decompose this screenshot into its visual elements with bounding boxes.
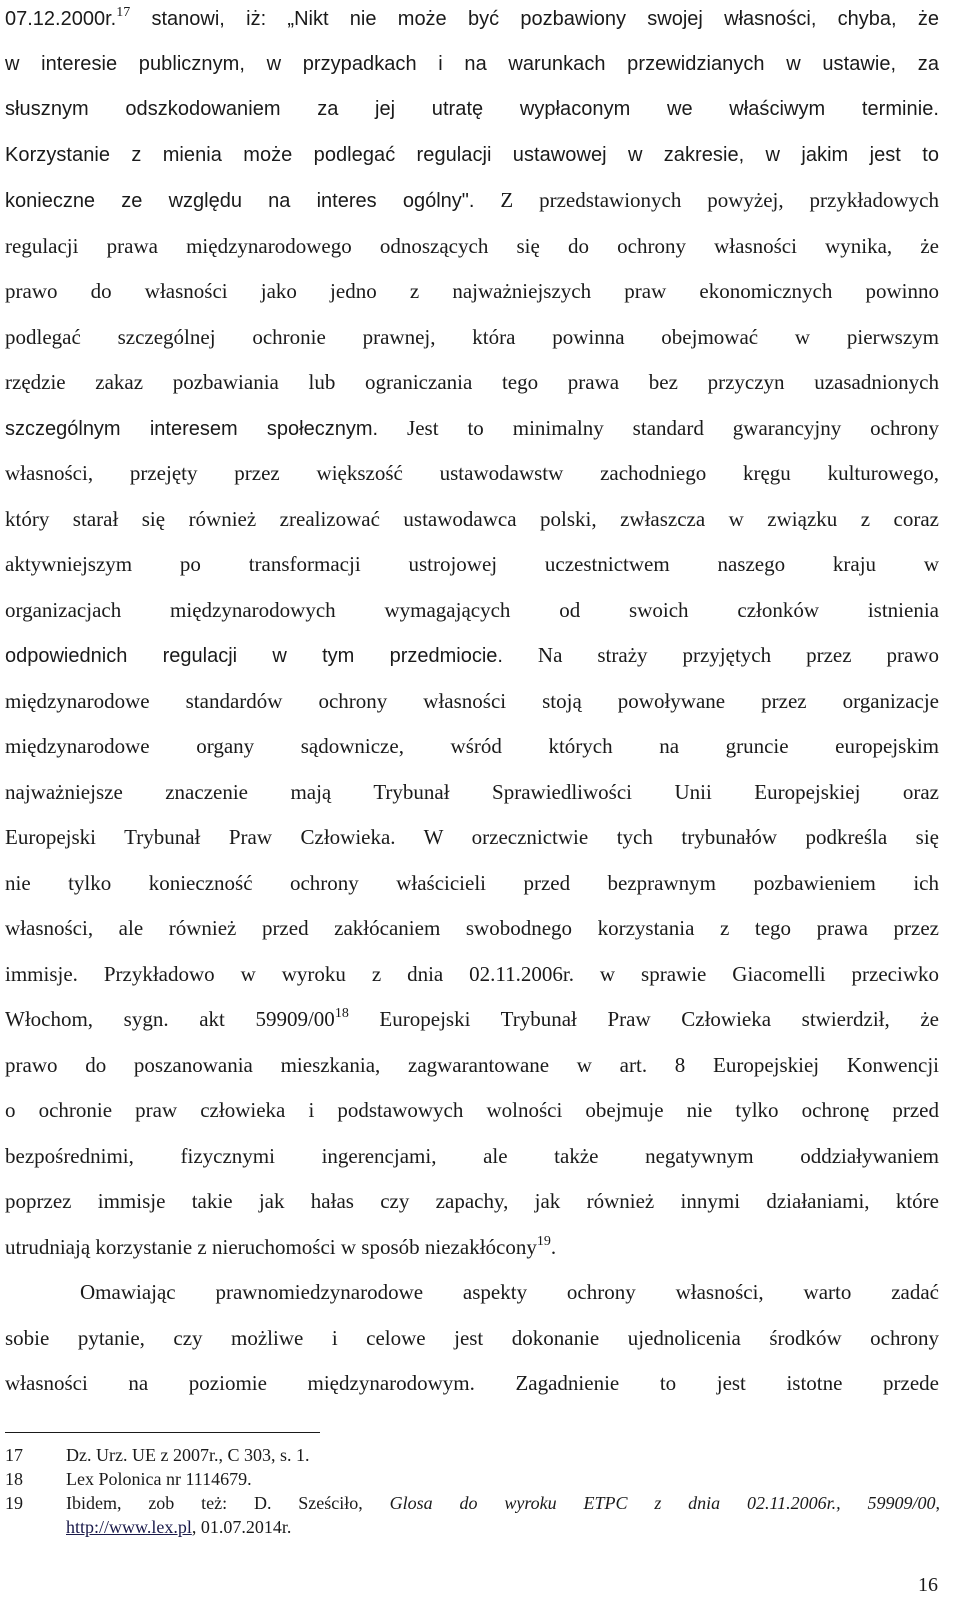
text-line-21: własności, ale również przed zakłócaniem swobodnego korzystania z tego prawa przez: [5, 916, 939, 940]
text-line-19: Europejski Trybunał Praw Człowieka. W orzecznictwie tych trybunałów podkreśla się: [5, 825, 939, 849]
text-span: szczególnym interesem społecznym.: [5, 418, 379, 440]
text-line-1: [5, 0, 939, 41]
text-span: stanowi, iż: „Nikt nie może być pozbawiony swojej własności, chyba, że: [130, 8, 939, 30]
footnote-text: Lex Polonica nr 1114679.: [66, 1469, 252, 1489]
text-line-12: który starał się również zrealizować ustawodawca polski, zwłaszcza w związku z coraz: [5, 507, 939, 531]
text-span: odpowiednich regulacji w tym przedmiocie.: [5, 645, 503, 667]
text-span: Europejski Trybunał Praw Człowieka stwierdził, że: [348, 1007, 939, 1031]
text-line-26: bezpośrednimi, fizycznymi ingerencjami, ale także negatywnym oddziaływaniem: [5, 1144, 939, 1168]
text-line-24: prawo do poszanowania mieszkania, zagwarantowane w art. 8 Europejskiej Konwencji: [5, 1053, 939, 1077]
text-line-11: własności, przejęty przez większość ustawodawstw zachodniego kręgu kulturowego,: [5, 461, 939, 485]
footnote-text: [66, 1515, 940, 1539]
footnote-text: [66, 1491, 940, 1515]
text-line-13: aktywniejszym po transformacji ustrojowej uczestnictwem naszego kraju w: [5, 552, 939, 576]
footnote-separator: [5, 1432, 320, 1433]
text-line-4: Korzystanie z mienia może podlegać regulacji ustawowej w zakresie, w jakim jest to: [5, 144, 939, 166]
text-line-5: [5, 177, 939, 223]
text-span: utrudniają korzystanie z nieruchomości w sposób niezakłócony: [5, 1235, 537, 1259]
text-line-6: regulacji prawa międzynarodowego odnoszących się do ochrony własności wynika, że: [5, 234, 939, 258]
footnote-number: 18: [5, 1469, 23, 1489]
text-line-3: słusznym odszkodowaniem za jej utratę wypłaconym we właściwym terminie.: [5, 98, 939, 120]
footnote-number: 17: [5, 1445, 23, 1465]
text-line-15: [5, 632, 939, 678]
text-line-23: [5, 996, 939, 1042]
text-line-2: w interesie publicznym, w przypadkach i na warunkach przewidzianych w ustawie, za: [5, 53, 939, 75]
text-line-20: nie tylko konieczność ochrony właścicieli przed bezprawnym pozbawieniem ich: [5, 871, 939, 895]
text-span: Z przedstawionych powyżej, przykładowych: [474, 188, 939, 212]
date-text: 07.12.2000r.: [5, 8, 117, 30]
text-line-9: rzędzie zakaz pozbawiania lub ograniczania tego prawa bez przyczyn uzasadnionych: [5, 370, 939, 394]
footnote-ref-19: 19: [536, 1234, 551, 1249]
footnote-ref-18: 18: [334, 1006, 349, 1021]
text-line-14: organizacjach międzynarodowych wymagających od swoich członków istnienia: [5, 598, 939, 622]
text-span: Jest to minimalny standard gwarancyjny ochrony: [378, 416, 939, 440]
text-line-8: podlegać szczególnej ochronie prawnej, która powinna obejmować w pierwszym: [5, 325, 939, 349]
text-line-10: [5, 405, 939, 451]
footnote-punct: ,: [935, 1493, 941, 1513]
footnote-author: Ibidem, zob też: D. Sześciło,: [66, 1493, 363, 1513]
text-span: Włochom, sygn. akt 59909/00: [5, 1007, 335, 1031]
text-line-29: Omawiając prawnomiedzynarodowe aspekty ochrony własności, warto zadać: [80, 1280, 939, 1304]
text-line-30: sobie pytanie, czy możliwe i celowe jest dokonanie ujednolicenia środków ochrony: [5, 1326, 939, 1350]
text-line-18: najważniejsze znaczenie mają Trybunał Sprawiedliwości Unii Europejskiej oraz: [5, 780, 939, 804]
text-line-25: o ochronie praw człowieka i podstawowych wolności obejmuje nie tylko ochronę przed: [5, 1098, 939, 1122]
footnote-date: , 01.07.2014r.: [191, 1517, 292, 1537]
page-number: 16: [918, 1574, 938, 1596]
text-line-31: własności na poziomie międzynarodowym. Zagadnienie to jest istotne przede: [5, 1371, 939, 1395]
footnote-title: Glosa do wyroku ETPC z dnia 02.11.2006r., 59909/00: [389, 1493, 936, 1513]
text-span: .: [550, 1235, 557, 1259]
text-line-7: prawo do własności jako jedno z najważniejszych praw ekonomicznych powinno: [5, 279, 939, 303]
lex-link[interactable]: http://www.lex.pl: [66, 1517, 192, 1537]
footnote-number: 19: [5, 1493, 23, 1513]
footnote-ref-17: 17: [116, 5, 131, 20]
text-line-27: poprzez immisje takie jak hałas czy zapachy, jak również innymi działaniami, które: [5, 1189, 939, 1213]
footnote-text: Dz. Urz. UE z 2007r., C 303, s. 1.: [66, 1445, 310, 1465]
text-line-16: międzynarodowe standardów ochrony własności stoją powoływane przez organizacje: [5, 689, 939, 713]
text-line-28: [5, 1224, 939, 1270]
text-line-17: międzynarodowe organy sądownicze, wśród których na gruncie europejskim: [5, 734, 939, 758]
text-span: konieczne ze względu na interes ogólny".: [5, 190, 475, 212]
text-span: Na straży przyjętych przez prawo: [502, 643, 940, 667]
text-line-22: immisje. Przykładowo w wyroku z dnia 02.11.2006r. w sprawie Giacomelli przeciwko: [5, 962, 939, 986]
